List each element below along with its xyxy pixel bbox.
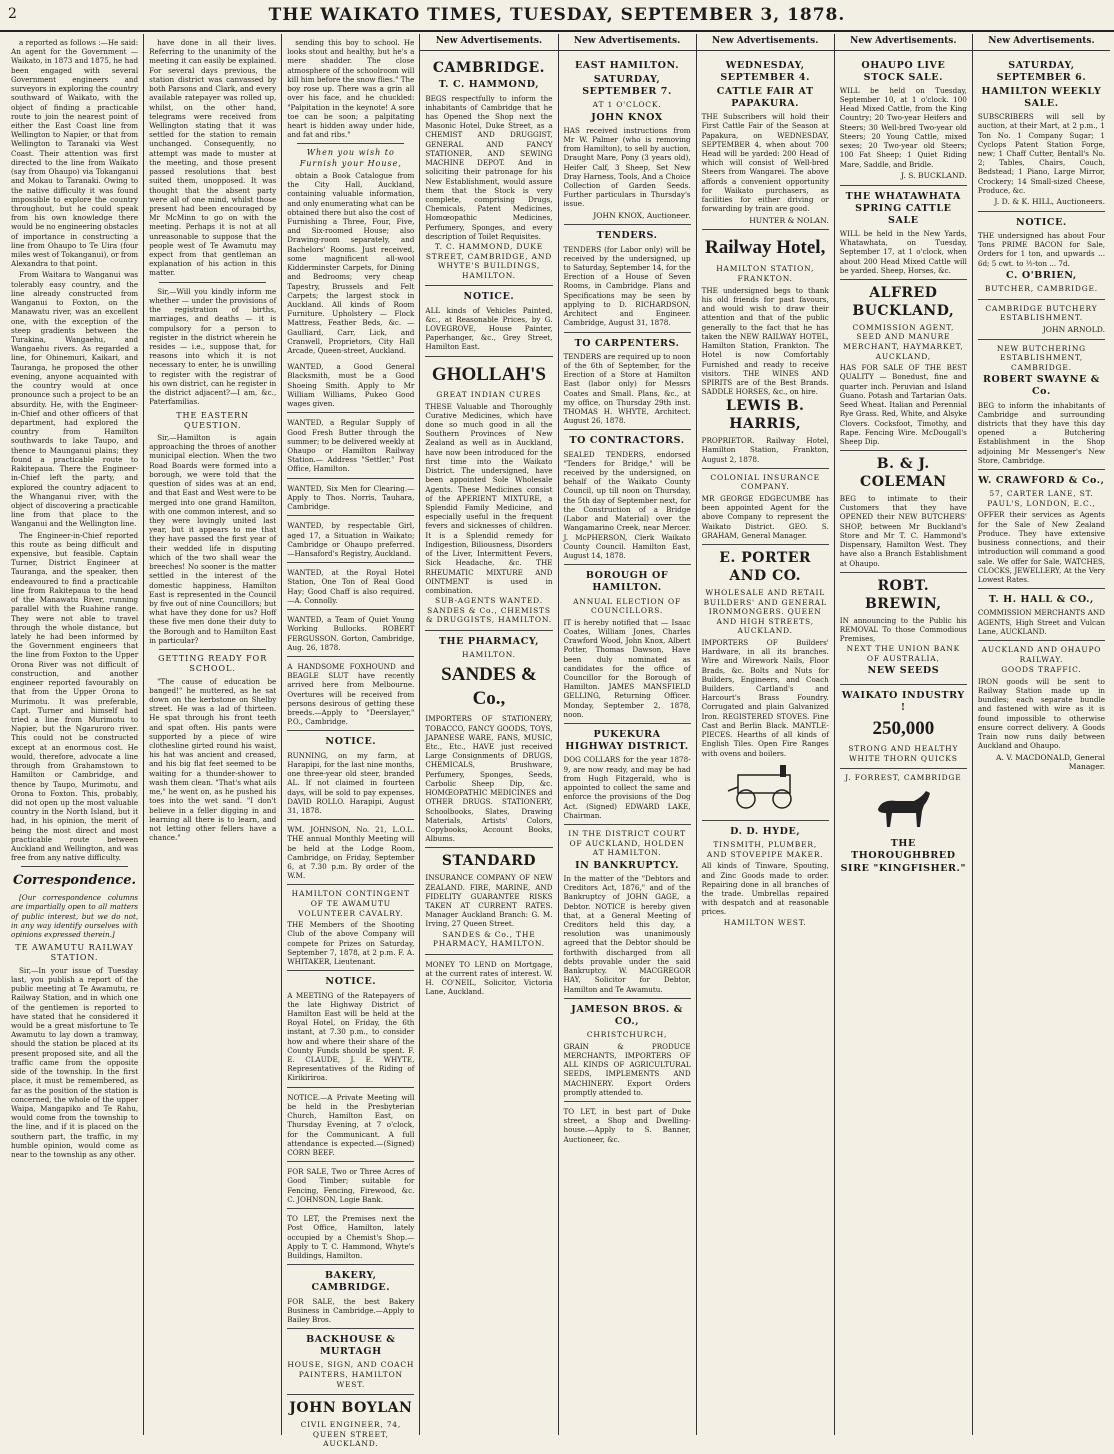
- ad-body: MR GEORGE EDGECUMBE has been appointed Agent for the above Company to represent the Waikato District. GEO. S. GRAHAM, General Manager.: [701, 494, 829, 540]
- ad-subheading: COMMISSION AGENT, SEED AND MANURE MERCHANT, HAYMARKET, AUCKLAND,: [843, 322, 964, 361]
- ad-subheading: HAMILTON STATION,: [716, 263, 815, 273]
- ad-block: [287, 1209, 414, 1265]
- article-paragraph: From Waitara to Wanganui was tolerably easy country, and the line already constructed from Wanganui to Foxton, on the Manawatu river, was an excellent one, with the exception of the steep gradients between the Turakina, Wangaehu, and Wangaehu rivers. As regarded a line, for Ohinemuri, Kaikari, and Tauranga, he proposed the other evening, anyone acquainted with the country would at once pronounce such a project to be an absurdity. He, with the Engineer-in-Chief and other officers of that department, had explored the country from Hamilton southwards to lake Taupo, and thence to Maunganui plains; they found a practicable route to Rakitepaua. There the Engineer-in-Chief left the party, and explored the country adjacent to the Whanganui river, with the object of discovering a practicable line from that place to the Wanganui and the Wellington line.: [11, 270, 139, 529]
- article-title: GETTING READY FOR SCHOOL.: [158, 654, 268, 674]
- ad-heading: THE WHATAWHATA SPRING CATTLE SALE: [845, 190, 961, 226]
- ad-subheading: NEXT THE UNION BANK OF AUSTRALIA,: [846, 644, 961, 663]
- ad-block: [287, 357, 414, 413]
- ad-heading: NEW BUTCHERING ESTABLISHMENT, CAMBRIDGE.: [996, 343, 1086, 372]
- ad-block: [978, 589, 1105, 641]
- column-5: [559, 34, 697, 1435]
- ad-heading: COLONIAL INSURANCE COMPANY.: [710, 472, 820, 492]
- ad-block: [287, 885, 414, 971]
- ad-heading: BOROUGH OF HAMILTON.: [585, 570, 669, 594]
- ad-heading: When you wish to Furnish your House,: [299, 148, 402, 168]
- ad-signature: J. S. BUCKLAND.: [900, 170, 967, 180]
- ad-subheading: TINSMITH, PLUMBER, AND STOVEPIPE MAKER.: [706, 840, 824, 859]
- ad-heading: EAST HAMILTON.: [574, 59, 680, 71]
- ad-body: TENDERS are required up to noon of the 6th of September, for the Erection of a Store at Hamilton East (labor only) for Messrs Coates and Small. Plans, &c., at my office, on Thursday 29th inst. THOMAS H. WHYTE, Architect. August 26, 1878.: [563, 351, 691, 426]
- ad-body: WANTED, by respectable Girl, aged 17, a Situation in Waikato; Cambridge or Ohaupo preferred.—Hansaford's Registry, Auckland.: [287, 521, 415, 558]
- column-4: [420, 34, 558, 1435]
- article-paragraph: a reported as follows :—He said: An agent for the Government — Waikato, in 1873 and 1875, he had been engaged with several Government engineers and surveyors in exploring the country southward of Waikato, with the object of finding a practicable route to join the nearest point of either the East Coast line from Wellington to Napier, or that from Wellington to Taranaki via West Coast. Their attention was first directed to the line from Waikato (say from Ohaupo) via Tokanganui and Mokau to Taranaki. Owing to the native difficulty it was found impossible to explore the country throughout, but he could speak from his own knowledge there would be no engineering obstacles of importance in constructing a line from Ohaupo to Te Uira (four miles west of Tokanganui), or from Alexandra to that point.: [11, 38, 139, 269]
- ad-block: [287, 657, 414, 732]
- ad-heading: 250,000: [872, 717, 935, 739]
- ad-block: [978, 641, 1105, 776]
- ad-block: [978, 300, 1105, 340]
- letter-body: Sir,—Will you kindly inform me whether — under the provisions of the registration of births, marriages, and deaths — it is compulsory for a person to register in the district wherein he resides — i.e., suppose that, for reasons into which it is not necessary to enter, he is unwilling to register with the registrar of his own district, can he register in the district adjacent?—I am, &c., Paterfamilias.: [149, 286, 277, 407]
- ad-body: IN announcing to the Public his REMOVAL To those Commodious Premises,: [839, 615, 967, 644]
- ad-block: [564, 333, 691, 431]
- ad-block: [287, 1088, 414, 1163]
- ad-block: [287, 610, 414, 657]
- horse-illustration: [868, 787, 938, 831]
- ad-block: [287, 479, 414, 517]
- ad-block: [425, 955, 552, 1001]
- ad-heading: TENDERS.: [596, 230, 658, 242]
- ad-body: A MEETING of the Ratepayers of the late Highway District of Hamilton East will be held at the Royal Hotel, on Friday, the 6th instant, at 7.30 p.m., to consider how and where their share of the County Funds should be spent. F. E. CLAUDE, J. E. WHYTE, Representatives of the Riding of Kirikiriroa.: [287, 990, 415, 1083]
- ad-body: BEGS respectfully to inform the inhabitants of Cambridge that he has Opened the Shop next the Masonic Hotel, Duke Street, as a CHEMIST AND DRUGGIST, GENERAL AND FANCY STATIONER, AND SEWING MACHINE DEPOT. And in soliciting their patronage for his New Establishment, would assure them that the Stock is very complete, comprising Drugs, Chemicals, Patent Medicines, Homœopathic Medicines, Perfumery, Sponges, and every description of Toilet Requisites.: [425, 93, 553, 241]
- ad-block: [287, 820, 414, 885]
- ad-body: MONEY TO LEND on Mortgage, at the current rates of interest. W. H. CO'NEIL, Solicitor, Victoria Lane, Auckland.: [425, 959, 553, 997]
- ad-heading: CAMBRIDGE BUTCHERY ESTABLISHMENT.: [985, 303, 1098, 323]
- letter-title: THE EASTERN QUESTION.: [176, 410, 250, 430]
- ad-subheading: CIVIL ENGINEER, 74, QUEEN STREET, AUCKLAND.: [300, 1420, 402, 1449]
- ad-heading: STANDARD: [441, 853, 537, 870]
- ad-block: [978, 55, 1105, 212]
- ad-heading: ALFRED BUCKLAND,: [852, 285, 955, 319]
- ad-block: [564, 999, 691, 1102]
- newspaper-title: THE WAIKATO TIMES, TUESDAY, SEPTEMBER 3, 1878.: [268, 5, 846, 25]
- ad-heading: BAKERY, CAMBRIDGE.: [311, 1270, 391, 1294]
- ad-heading: CATTLE FAIR AT PAPAKURA.: [716, 85, 814, 109]
- ad-subheading: GOODS TRAFFIC.: [1001, 665, 1082, 675]
- ad-body: THE Subscribers will hold their First Cattle Fair of the Season at Papakura, on WEDNESDAY, SEPTEMBER 4, when about 700 Head will be yarded: 200 Head of which will consist of Well-bred Steers from Wangarei. The above affords a convenient opportunity for Waikato purchasers, as facilities for either driving or forwarding by train are good.: [701, 112, 829, 214]
- ad-heading: W. CRAWFORD & Co.,: [978, 475, 1105, 487]
- ad-heading: HAMILTON CONTINGENT OF TE AWAMUTU VOLUNTEER CAVALRY.: [291, 889, 410, 918]
- ad-body: OFFER their services as Agents for the Sale of New Zealand Produce. They have extensive business connections, and their introduction will command a good sale. We offer for Sale, WATCHES, CLOCKS, JEWELLERY, At the Very Lowest Rates.: [977, 510, 1105, 585]
- ad-heading: TO CONTRACTORS.: [569, 435, 685, 447]
- column-heading: New Advertisements.: [420, 36, 557, 51]
- ad-block: [840, 186, 967, 281]
- divider: [159, 282, 266, 283]
- ad-block: [425, 286, 552, 356]
- ad-heading: ROBT. BREWIN,: [864, 577, 942, 612]
- ad-body: THE undersigned begs to thank his old friends for past favours, and would wish to draw their attention and that of the public generally to the fact that he has taken the NEW RAILWAY HOTEL, Hamilton Station, Frankton. The Hotel is now Comfortably Furnished and ready to receive visitors. THE WINES AND SPIRITS are of the Best Brands. SADDLE HORSES, &c., on hire.: [701, 285, 829, 397]
- ad-body: IRON goods will be sent to Railway Station made up in bundles; each separate bundle and fastened with wire as it is found impossible to otherwise ensure correct delivery. A Goods Train now runs daily between Auckland and Ohaupo.: [977, 676, 1105, 751]
- ad-block: [287, 731, 414, 820]
- ad-body: WANTED, a Good General Blacksmith, must be a Good Shoeing Smith. Apply to Mr William Williams, Pukeo Good wages given.: [287, 362, 415, 409]
- column-1: [6, 34, 144, 1435]
- ad-block: [840, 685, 967, 770]
- letter-title: TE AWAMUTU RAILWAY STATION.: [15, 943, 134, 963]
- ad-body: RUNNING, on my farm, at Harapipi, for the last nine months, one three-year old steer, branded AL. If not claimed in fourteen days, will be sold to pay expenses. DAVID ROLLO. Harapipi, August 31, 1878.: [287, 750, 415, 815]
- ad-signature: JOHN KNOX, Auctioneer.: [593, 210, 691, 220]
- divider: [21, 866, 128, 867]
- ad-signature: HAMILTON WEST.: [723, 917, 807, 927]
- ad-heading: ROBERT SWAYNE & Co.: [982, 374, 1100, 398]
- ad-body: HAS FOR SALE OF THE BEST QUALITY — Bonedust, fine and quarter inch. Peruvian and Island Guano. Potash and Tartarian Oats. Seed Wheat. Italian and Perennial Rye Grass. Red, White, and Alsyke Clovers. Cocksfoot, Timothy, and Rape. Fencing Wire. McDougall's Sheep Dip.: [839, 363, 967, 447]
- ad-signature: SANDES & Co., THE PHARMACY, HAMILTON.: [432, 929, 545, 949]
- ad-heading: HAMILTON WEEKLY SALE.: [981, 85, 1102, 109]
- ad-body: WANTED, Six Men for Clearing.— Apply to Thos. Norris, Tauhara, Cambridge.: [287, 483, 415, 512]
- ad-body: SUBSCRIBERS will sell by auction, at their Mart, at 2 p.m., 1 Ton No. 1 Company Sugar; 1 Cyclops Patent Station Forge, new; 1 Chaff Cutter, Bentall's No. 2; Tables, Chairs, Couch, Bedstead; 1 Piano, Large Mirror, Crockery; 14 Small-sized Cheese, Produce, &c.: [977, 112, 1105, 195]
- ad-heading: JAMESON BROS. & CO.,: [571, 1003, 683, 1027]
- ad-block: [840, 769, 967, 880]
- page-number: 2: [8, 6, 17, 22]
- column-heading: New Advertisements.: [697, 36, 834, 51]
- ad-heading: B. & J. COLEMAN: [860, 456, 947, 491]
- ad-heading: WAIKATO INDUSTRY !: [841, 689, 965, 713]
- column-3: [282, 34, 420, 1449]
- ad-heading: CAMBRIDGE.: [432, 59, 546, 76]
- ad-signature: SUB-AGENTS WANTED. SANDES & Co., CHEMISTS & DRUGGISTS, HAMILTON.: [425, 596, 552, 625]
- letter-body: Sir,—In your issue of Tuesday last, you publish a report of the public meeting at Te Awamutu, re Railway Station, and in which one of the gentlemen is reported to have stated that he considered it would be a great misfortune to Te Awamutu to lay down a tramway, should the station be placed at its present proposed site, and all the traffic came from the opposite side of the township. In the first place, it must be remembered, as far as the position of the station is concerned, the whole of the upper Waipa, Mangapiko and Te Rahu, would come from the township to the line, and if it is placed on the southern part, the traffic, in my humble opinion, would come as near to the township as any other.: [11, 965, 139, 1160]
- ad-subheading: FRANKTON.: [737, 274, 793, 284]
- divider: [297, 143, 404, 144]
- divider: [159, 649, 266, 650]
- ad-block: [287, 563, 414, 610]
- ad-heading: IN BANKRUPTCY.: [575, 859, 680, 871]
- ad-heading: BACKHOUSE & MURTAGH: [306, 1334, 396, 1358]
- column-heading: New Advertisements.: [559, 36, 696, 51]
- ad-heading: IN THE DISTRICT COURT OF AUCKLAND, HOLDEN AT HAMILTON.: [568, 828, 686, 858]
- ad-heading: NOTICE.: [325, 736, 377, 748]
- ad-body: WANTED, a Team of Quiet Young Working Bullocks. ROBERT FERGUSSON. Gorton, Cambridge, Aug. 26, 1878.: [287, 615, 415, 652]
- ad-body: INSURANCE COMPANY OF NEW ZEALAND. FIRE, MARINE, AND FIDELITY GUARANTEE RISKS TAKEN AT CURRENT RATES. Manager Auckland Branch: G. M. Irving, 27 Queen Street.: [425, 873, 553, 929]
- ad-heading: OHAUPO LIVE STOCK SALE.: [861, 59, 946, 83]
- ad-block: [287, 1395, 414, 1454]
- ad-body: WILL be held on Tuesday, September 10, at 1 o'clock. 100 Head Mixed Cattle, from the King Country; 20 Two-year Heifers and Steers; 30 Well-bred Two-year old Steers; 20 Young Cattle, mixed sexes; 20 Two-year old Steers; 100 Fat Sheep; 1 Quiet Riding Mare, Saddle, and Bridle.: [839, 85, 967, 169]
- ad-block: [702, 821, 829, 932]
- ad-signature: HUNTER & NOLAN.: [749, 215, 829, 225]
- ad-block: [564, 724, 691, 825]
- ad-block: [840, 573, 967, 685]
- ad-heading: JOHN KNOX: [591, 111, 663, 123]
- ad-block: [287, 413, 414, 478]
- letter-body: Sir,—Hamilton is again approaching the throes of another municipal election. When the two Road Boards were formed into a borough, we were told that the question of sides was at an end, and that East and West were to be merged into one grand Hamilton, with one common interest, and so they were lovingly united last year, but it appears to me that they have passed the first year of their wedded life in disputing which of the two shall wear the breeches! No sooner is the matter settled in the interest of the domestic happiness, Hamilton East is represented in the Council by five out of nine Councillors; but what have they done for us? Hoff these five men done their duty to the Borough and to Hamilton East in particular?: [149, 433, 277, 645]
- ad-body: obtain a Book Catalogue from the City Hall, Auckland, containing valuable information, and only enumerating what can be obtained there but also the cost of Furnishing a Three, Four, Five, and Six-roomed House; also Drawing-room separately, and Bachelors' Rooms. Just received, some magnificent all-wool Kidderminster Carpets, for Dining and Bedrooms; very cheap Tapestry, Brussels and Felt Carpets; the largest stock in Auckland. All kinds of Room Furniture. Upholstery — Flock Mattress, Feather Beds, &c. — Gaulliard, Carr, Lick, and Cranwell, Proprietors, City Hall Arcade, Queen-street, Auckland.: [287, 170, 415, 356]
- column-6: [697, 34, 835, 1435]
- ad-heading: LEWIS B. HARRIS,: [725, 398, 805, 433]
- ad-heading: NEW SEEDS: [867, 665, 940, 677]
- ad-block: [287, 1329, 414, 1395]
- ad-body: WANTED, at the Royal Hotel Station, One Ton of Real Good Hay; Good Chaff is also required.—A. Connolly.: [287, 568, 415, 605]
- ad-block: [702, 469, 829, 545]
- ad-subheading: AT 1 O'CLOCK.: [592, 99, 662, 109]
- ad-body: WILL be held in the New Yards, Whatawhata, on Tuesday, September 17, at 1 o'clock, when about 200 Head Mixed Cattle will be yarded. Sheep, Horses, &c.: [839, 228, 967, 275]
- ad-heading: TO CARPENTERS.: [574, 337, 680, 349]
- column-8: [973, 34, 1110, 1435]
- ad-heading: AUCKLAND AND OHAUPO RAILWAY.: [981, 645, 1102, 664]
- ad-block: [564, 430, 691, 565]
- ad-signature: J. D. & K. HILL, Auctioneers.: [994, 197, 1105, 207]
- ad-block: [702, 545, 829, 821]
- ad-block: [425, 848, 552, 954]
- ad-signature: T. C. HAMMOND, DUKE STREET, CAMBRIDGE, AND WHYTE'S BUILDINGS, HAMILTON.: [425, 242, 553, 280]
- article-paragraph: sending this boy to school. He looks stout and healthy, but he's a mere shadder. The close atmosphere of the schoolroom will kill him before the snow flies." The boy rose up. There was a grin all over his face, and he chuckled: "Palpitation in the keynote! A sore toe can be soon; a palpitating heart is hidden away under hide, and fat and ribs.": [287, 38, 415, 140]
- ad-block: [702, 230, 829, 469]
- ad-heading: SATURDAY, SEPTEMBER 6.: [996, 59, 1087, 83]
- column-heading: New Advertisements.: [973, 36, 1110, 51]
- ad-subheading: J. FORREST, CAMBRIDGE: [845, 773, 962, 783]
- ad-block: [564, 1102, 691, 1148]
- ad-body: GRAIN & PRODUCE MERCHANTS, IMPORTERS OF ALL KINDS OF AGRICULTURAL SEEDS, IMPLEMENTS AND MACHINERY. Export Orders promptly attended to.: [563, 1041, 691, 1097]
- ad-block: [840, 451, 967, 573]
- ad-body: In the matter of the "Debtors and Creditors Act, 1876," and of the Bankruptcy of JOHN GAGE, a Debtor. NOTICE is hereby given that, at a General Meeting of Creditors held this day, a resolution was unanimously agreed that the Debtor should be forthwith discharged from all debts provable under the said Bankruptcy. W. MACGREGOR HAY, Solicitor for Debtor, Hamilton and Te Awamutu.: [563, 873, 691, 994]
- ad-body: ALL kinds of Vehicles Painted, &c., at Reasonable Prices, by G. LOVEGROVE, House Painter, Paperhanger, &c., Grey Street, Hamilton East.: [425, 305, 553, 352]
- ad-body: THE undersigned has about Four Tons PRIME BACON for Sale, Orders for 1 ton, and upwards ... 6d; 5 cwt. to ½-ton ... 7d.: [977, 230, 1105, 268]
- ad-block: [287, 516, 414, 563]
- ad-block: [840, 55, 967, 186]
- ad-block: [564, 225, 691, 332]
- ad-subheading: 57, CARTER LANE, ST. PAUL'S, LONDON, E.C.,: [987, 489, 1096, 508]
- ad-block: [425, 357, 552, 631]
- ad-block: [287, 1265, 414, 1329]
- ad-heading: SANDES & Co.,: [441, 663, 537, 710]
- ad-heading: JOHN BOYLAN: [289, 1400, 413, 1417]
- disclaimer: [Our correspondence columns are impartially open to all matters of public interest, but we do not, in any way identify ourselves with opinions expressed therein.]: [11, 893, 139, 939]
- ad-signature: A. V. MACDONALD, General Manager.: [995, 752, 1105, 772]
- ad-body: WANTED, a Regular Supply of Good Fresh Butter through the summer; to be delivered weekly at Ohaupo or Hamilton Railway Station.— Address "Settler," Post Office, Hamilton.: [287, 418, 415, 474]
- ad-block: [564, 565, 691, 724]
- ad-heading: C. O'BRIEN,: [1006, 269, 1077, 281]
- ad-body: A HANDSOME FOXHOUND and BEAGLE SLUT have recently arrived here from Melbourne. Overtures will be received from persons desirous of getting these breeds.—Apply to "Deerslayer," P.O., Cambridge.: [287, 661, 415, 727]
- masthead: [0, 0, 1114, 32]
- ad-subheading: HAMILTON.: [462, 650, 516, 660]
- ad-block: [978, 212, 1105, 300]
- ad-heading: Railway Hotel,: [705, 237, 826, 259]
- article-paragraph: "The cause of education be banged!" he muttered, as he sat down on the kerbstone on Shelby street. He was a lad of thirteen. He spat through his front teeth and spat often. His pants were supported by a piece of wire clothesline girted round his waist, his hat was ancient and creased, and his big flat feet seemed to be waiting for a thunder-shower to wash them clean. "That's what ails me," he went on, as he pushed his toes into the wet sand. "I don't believe in a feller digging in and learning all there is to learn, and not letting other fellers have a chance.": [149, 676, 277, 843]
- ad-signature: JOHN ARNOLD.: [1042, 324, 1105, 334]
- ad-block: [425, 631, 552, 848]
- ad-subheading: WHOLESALE AND RETAIL BUILDERS' AND GENERAL IRONMONGERS. QUEEN AND HIGH STREETS, AUCKLAND.: [703, 587, 827, 636]
- ad-body: IMPORTERS OF STATIONERY, TOBACCO, FANCY GOODS, TOYS, JAPANESE WARE, FANS, MUSIC, Etc., Etc., HAVE just received Large Consignments of DRUGS, CHEMICALS, Brushware, Perfumery, Sponges, Seeds, Carbolic Sheep Dip, &c. HOMŒOPATHIC MEDICINES and OTHER DRUGS. STATIONERY, Schoolbooks, Slates, Drawing Materials, Artists' Colors, Copybooks, Account Books, Albums.: [425, 714, 553, 844]
- ad-heading: GHOLLAH'S: [431, 363, 546, 385]
- ad-block: [840, 280, 967, 451]
- column-heading: New Advertisements.: [835, 36, 972, 51]
- ad-body: THESE Valuable and Thoroughly Curative Medicines, which have done so much good in all the Southern Provinces of New Zealand as well as in Auckland, have now been introduced for the first time into the Waikato District. The undersigned, have been appointed Sole Wholesale Agents. These Medicines consist of the APERIENT MIXTURE, a Splendid Family Medicine, and especially useful in the frequent fevers and sicknesses of children. It is a Splendid remedy for Indigestion, Biliousness, Disorders of the Liver, Intermittent Fevers, Sick Headache, &c. THE RHEUMATIC MIXTURE AND OINTMENT is used in combination.: [425, 401, 553, 595]
- ad-body: TO LET, in best part of Duke street, a Shop and Dwelling-house.—Apply to S. Banner, Auctioneer, &c.: [563, 1106, 691, 1144]
- ad-body: PROPRIETOR. Railway Hotel, Hamilton Station, Frankton, August 2, 1878.: [701, 436, 829, 464]
- ad-body: IT is hereby notified that — Isaac Coates, William Jones, Charles Crawford Wood, John Knox, Albert Potter, Thomas Dawson, Have been duly nominated as candidates for the office of Councillor for the Borough of Hamilton. JAMES MANSFIELD GELLING, Returning Officer. Monday, September 2, 1878, noon.: [563, 617, 691, 719]
- ad-body: THE Members of the Shooting Club of the above Company will compete for Prizes on Saturday, September 7, 1878, at 2 p.m. F. A. WHITAKER, Lieutenant.: [287, 920, 415, 967]
- ad-body: FOR SALE, Two or Three Acres of Good Timber; suitable for Fencing, Fencing, Firewood, &c. C. JOHNSON, Logie Bank.: [287, 1167, 415, 1204]
- ad-heading: NOTICE.: [463, 291, 515, 303]
- ad-subheading: GREAT INDIAN CURES: [436, 390, 542, 400]
- ad-subheading: STRONG AND HEALTHY WHITE THORN QUICKS: [848, 744, 959, 763]
- ad-block: [978, 340, 1105, 471]
- ad-subheading: HOUSE, SIGN, AND COACH PAINTERS, HAMILTON WEST.: [287, 1360, 415, 1389]
- ad-block: [287, 1162, 414, 1209]
- ad-body: All kinds of Tinware, Spouting, and Zinc Goods made to order. Repairing done in all branches of the trade. Umbrellas repaired with despatch and at reasonable prices.: [701, 861, 829, 917]
- ad-heading: E. PORTER AND CO.: [719, 550, 812, 585]
- ad-body: SEALED TENDERS, endorsed "Tenders for Bridge," will be received by the undersigned, on behalf of the Waikato County Council, up till noon on Thursday, the 5th day of September next, for the Construction of a Bridge (Labor and Material) over the Wangamarino Creek, near Mercer. J. McPHERSON, Clerk Waikato County Council. Hamilton East, August 14, 1878.: [563, 449, 691, 561]
- ad-heading: T. C. HAMMOND,: [438, 79, 540, 91]
- ad-body: FOR SALE, the best Bakery Business in Cambridge.—Apply to Bailey Bros.: [287, 1296, 415, 1324]
- ad-heading: T. H. HALL & CO.,: [988, 594, 1094, 606]
- ad-heading: WEDNESDAY, SEPTEMBER 4.: [720, 59, 811, 83]
- ad-body: HAS received instructions from Mr W. Palmer (who is removing from Hamilton), to sell by auction, Draught Mare, Pony (3 years old), Heifer Calf, 3 Sheep, Set New Dray Harness, Tools, And a Choice Collection of Garden Seeds. Further particulars in Thursday's issue.: [563, 125, 691, 209]
- ad-heading: THE THOROUGHBRED SIRE "KINGFISHER.": [840, 838, 967, 874]
- ad-body: DOG COLLARS for the year 1878-9, are now ready, and may be had from Hugh Fitzgerald, who is appointed to collect the same and enforce the provisions of the Dog Act. (Signed) EDWARD LAKE, Chairman.: [563, 755, 691, 820]
- ad-heading: THE PHARMACY,: [438, 635, 539, 647]
- ad-heading: SATURDAY, SEPTEMBER 7.: [582, 73, 672, 97]
- ad-block: [564, 825, 691, 999]
- ad-block: [287, 971, 414, 1087]
- ad-body: BEG to inform the inhabitants of Cambridge and surrounding districts that they have this day opened a Butchering Establishment in the Shop adjoining Mr Messenger's New Store, Cambridge.: [977, 400, 1105, 465]
- ad-block: [978, 470, 1105, 589]
- column-2: [144, 34, 282, 1435]
- ad-body: WM. JOHNSON, No. 21, L.O.L. THE annual Monthly Meeting will be held at the Lodge Room, Cambridge, on Friday, September 6, at 7.30 p.m. By order of the W.M.: [287, 825, 415, 881]
- steam-engine-illustration: [720, 761, 810, 811]
- article-paragraph: have done in all their lives. Referring to the unanimity of the meeting it can easily be explained. For several days previous, the station district was canvassed by both Parsons and Clark, and every available ratepayer was rolled up, whilst, on the other hand, telegrams were received from Wellington stating that it was settled for the station to remain unchanged. Consequently, no attempt was made to muster at the meeting, and those present passed resolutions that best suited them, unopposed. It was thought that the absent party were all of one mind, whilst those present had been encouraged by Mr McMinn to go on with the meeting. Perhaps it is not at all unreasonable to suppose that the people west of Te Awamutu may expect from that gentleman an explanation of his action in this matter.: [149, 38, 277, 278]
- ad-block: [702, 55, 829, 231]
- section-heading: Correspondence.: [13, 873, 137, 889]
- ad-body: COMMISSION MERCHANTS AND AGENTS, High Street and Vulcan Lane, AUCKLAND.: [977, 608, 1105, 636]
- columns: [6, 34, 1110, 1449]
- ad-heading: PUKEKURA HIGHWAY DISTRICT.: [565, 729, 689, 753]
- ad-heading: D. D. HYDE,: [730, 825, 801, 837]
- ad-body: NOTICE.—A Private Meeting will be held in the Presbyterian Church, Hamilton East, on Thursday Evening, at 7 o'clock, for the Communicant. A full attendance is expected.—(Signed) CORN BEEF.: [287, 1092, 415, 1157]
- ad-body: BEG to intimate to their Customers that they have OPENED their NEW BUTCHERS' SHOP, between Mr Buckland's Store and Mr T. C. Hammond's Dispensary, Hamilton West. They have also a Branch Establishment at Ohaupo.: [839, 494, 967, 568]
- ad-block: [564, 55, 691, 226]
- ad-heading: NOTICE.: [325, 976, 377, 988]
- ad-body: IMPORTERS OF Builders' Hardware, in all its branches. Wire and Wirework Nails, Floor Brads, &c. Bolts and Nuts for Builders, Engineers, and Coach Builders. Cartland's and Harcourt's Brass Foundry. Corrugated and plain Galvanized Iron. REGISTERED STOVES. Fine Cast and Berlin Black. MANTLE-PIECES. Hearths of all kinds of English Tiles. Open Fire Ranges with ovens and boilers.: [701, 637, 829, 758]
- article-paragraph: The Engineer-in-Chief reported this route as being difficult and expensive, but feasible. Captain Turner, District Engineer at Tauranga, and the speaker, then endeavoured to find a practicable line from Rakitepaua to the head of the Manawatu River, running parallel with the Ruahine range. They were not able to travel through the whole distance, but lately he had been informed by the Government engineers that the line from Foxton to the Upper Orona River was not difficult of construction, and another engineer reported favourably on that from the Upper Orona to Murimotu. It was preferable, Capt. Turner and himself had tried a line from Murimotu to Napier, but the Ngaruroro river. This could not be constructed except at an enormous cost. He would, therefore, advocate a line through from Grahamstown to Hamilton or Cambridge, and thence by Taupo, Murimotu, and Orona to Foxton. This, probably, did not open up the most valuable country in the North Island, but it had, in his opinion, the merit of being the most direct and most practicable route between Auckland and Wellington, and was free from any native difficulty.: [11, 530, 139, 863]
- ad-block: [425, 55, 552, 287]
- ad-subheading: BUTCHER, CAMBRIDGE.: [984, 284, 1098, 294]
- ad-subheading: CHRISTCHURCH,: [586, 1030, 668, 1040]
- ad-subheading: ANNUAL ELECTION OF COUNCILLORS.: [573, 596, 682, 616]
- ad-body: TENDERS (for Labor only) will be received by the undersigned, up to Saturday, September 14, for the Erection of a House of Seven Rooms, in Cambridge. Plans and Specifications may be seen by applying to D. RICHARDSON, Architect and Engineer. Cambridge, August 31, 1878.: [563, 244, 691, 328]
- ad-heading: NOTICE.: [1016, 216, 1067, 228]
- column-7: [835, 34, 973, 1435]
- ad-body: TO LET, the Premises next the Post Office, Hamilton, lately occupied by a Chemist's Shop.—Apply to T. C. Hammond, Whyte's Buildings, Hamilton.: [287, 1214, 415, 1260]
